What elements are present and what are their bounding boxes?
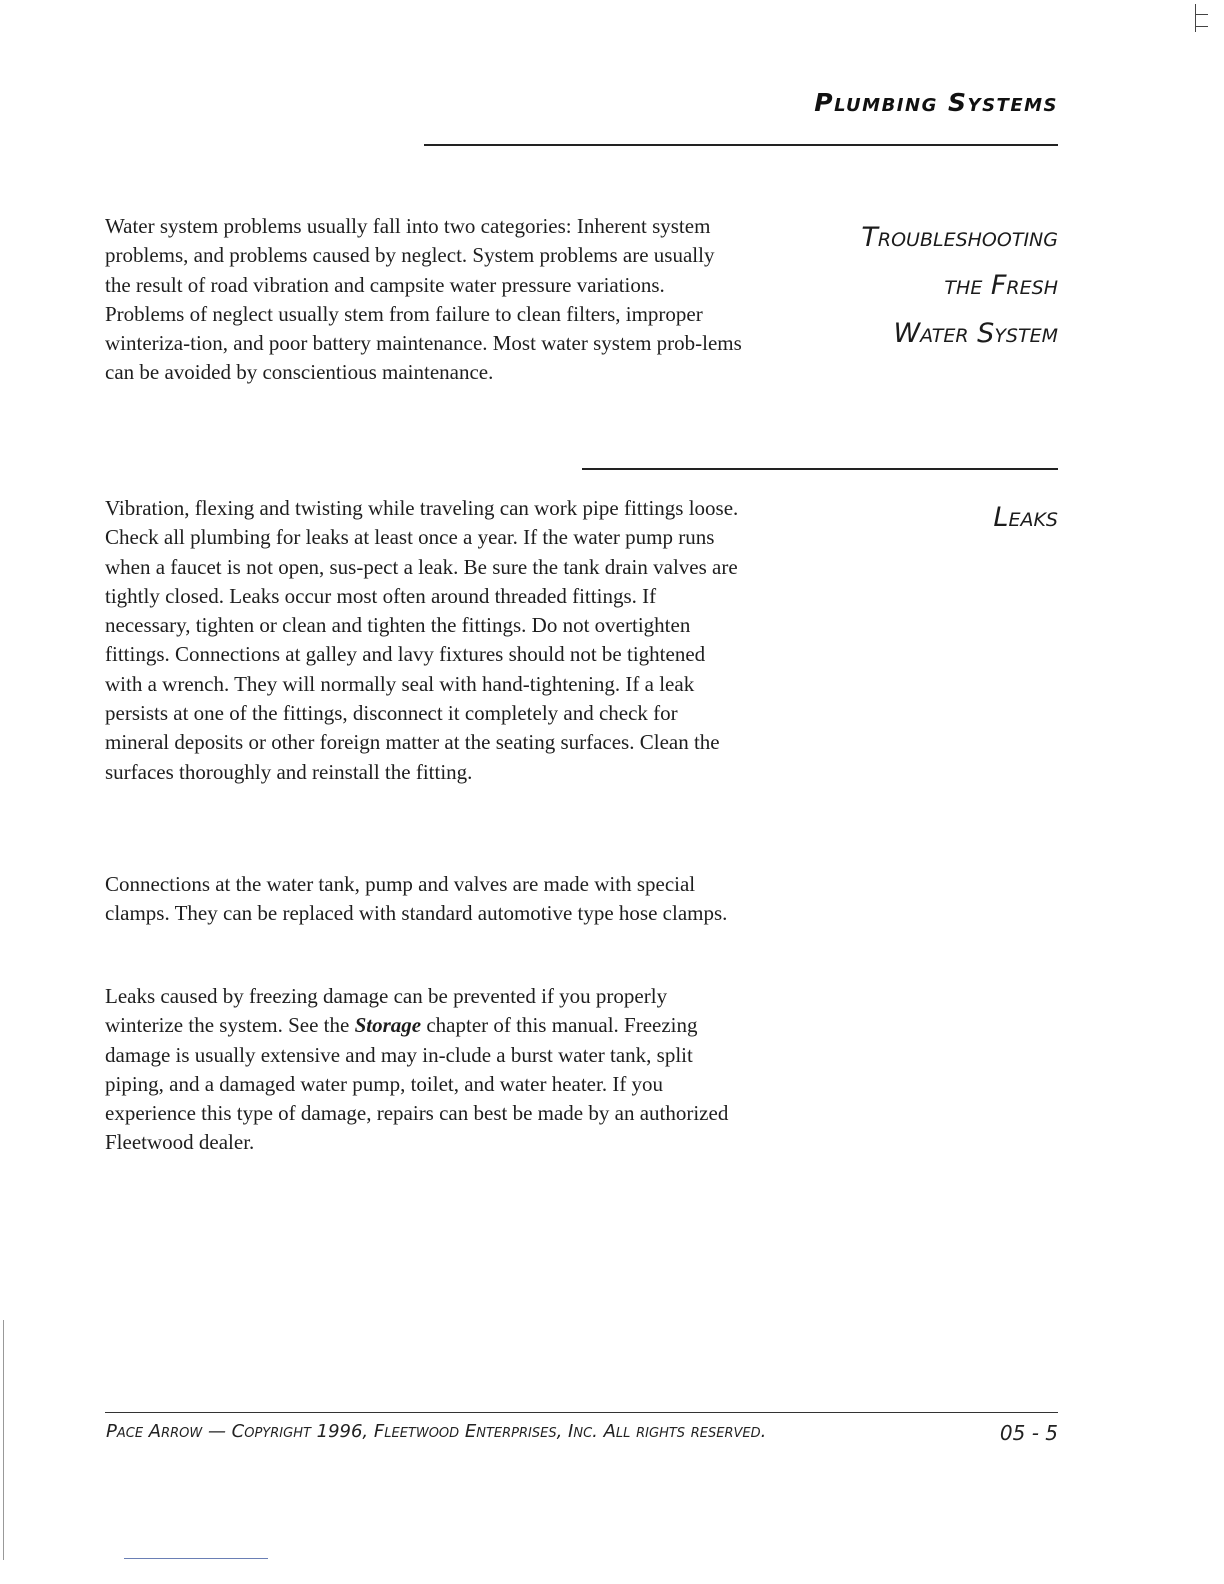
- page-number: 05 - 5: [999, 1421, 1058, 1445]
- scan-artifact-edge: [3, 1320, 4, 1560]
- footer-copyright: Pace Arrow — Copyright 1996, Fleetwood Enterprises, Inc. All rights reserved.: [106, 1421, 767, 1442]
- scan-artifact-line: [124, 1558, 268, 1559]
- heading-line: Water System: [893, 318, 1058, 349]
- troubleshooting-paragraph: Water system problems usually fall into two categories: Inherent system problems, and problems caused by neglect. System problems are usually the result of road vibration and campsite water pressure variations. Problems of neglect usually stem from failure to clean filters, improper winteriza-tion, and poor battery maintenance. Most water system prob-lems can be avoided by conscientious maintenance.: [105, 214, 742, 385]
- scan-artifact-mark: [1195, 4, 1210, 32]
- footer-divider: [105, 1412, 1058, 1413]
- leaks-paragraph-2: Connections at the water tank, pump and valves are made with special clamps. They can be replaced with standard automotive type hose clamps.: [105, 872, 728, 926]
- section-divider: [582, 468, 1058, 470]
- leaks-paragraph-1: Vibration, flexing and twisting while traveling can work pipe fittings loose. Check all plumbing for leaks at least once a year. If the water pump runs when a faucet is not open, sus-pect a leak. Be sure the tank drain valves are tightly closed. Leaks occur most often around threaded fittings. If necessary, tighten or clean and tighten the fittings. Do not overtighten fittings. Connections at galley and lavy fixtures should not be tightened with a wrench. They will normally seal with hand-tightening. If a leak persists at one of the fittings, disconnect it completely and check for mineral deposits or other foreign matter at the seating surfaces. Clean the surfaces thoroughly and reinstall the fitting.: [105, 496, 739, 784]
- heading-line: Leaks: [993, 502, 1058, 533]
- heading-line: Troubleshooting: [861, 222, 1058, 253]
- section-heading-troubleshooting: [738, 214, 1058, 358]
- leaks-paragraph-3: [105, 982, 745, 1158]
- heading-line: the Fresh: [944, 270, 1058, 301]
- page-title: Plumbing Systems: [814, 88, 1058, 117]
- section-heading-leaks: [858, 494, 1058, 542]
- header-divider: [424, 144, 1058, 146]
- text-run: Leaks caused by freezing damage can be prevented if you properly winterize the system. See the: [105, 984, 668, 1038]
- text-run: chapter of this manual. Freezing damage is usually extensive and may in-clude a burst water tank, split piping, and a damaged water pump, toilet, and water heater. If you experience this type of damage, repairs can best be made by an authorized Fleetwood dealer.: [105, 1013, 729, 1155]
- storage-chapter-reference: Storage: [354, 1013, 422, 1038]
